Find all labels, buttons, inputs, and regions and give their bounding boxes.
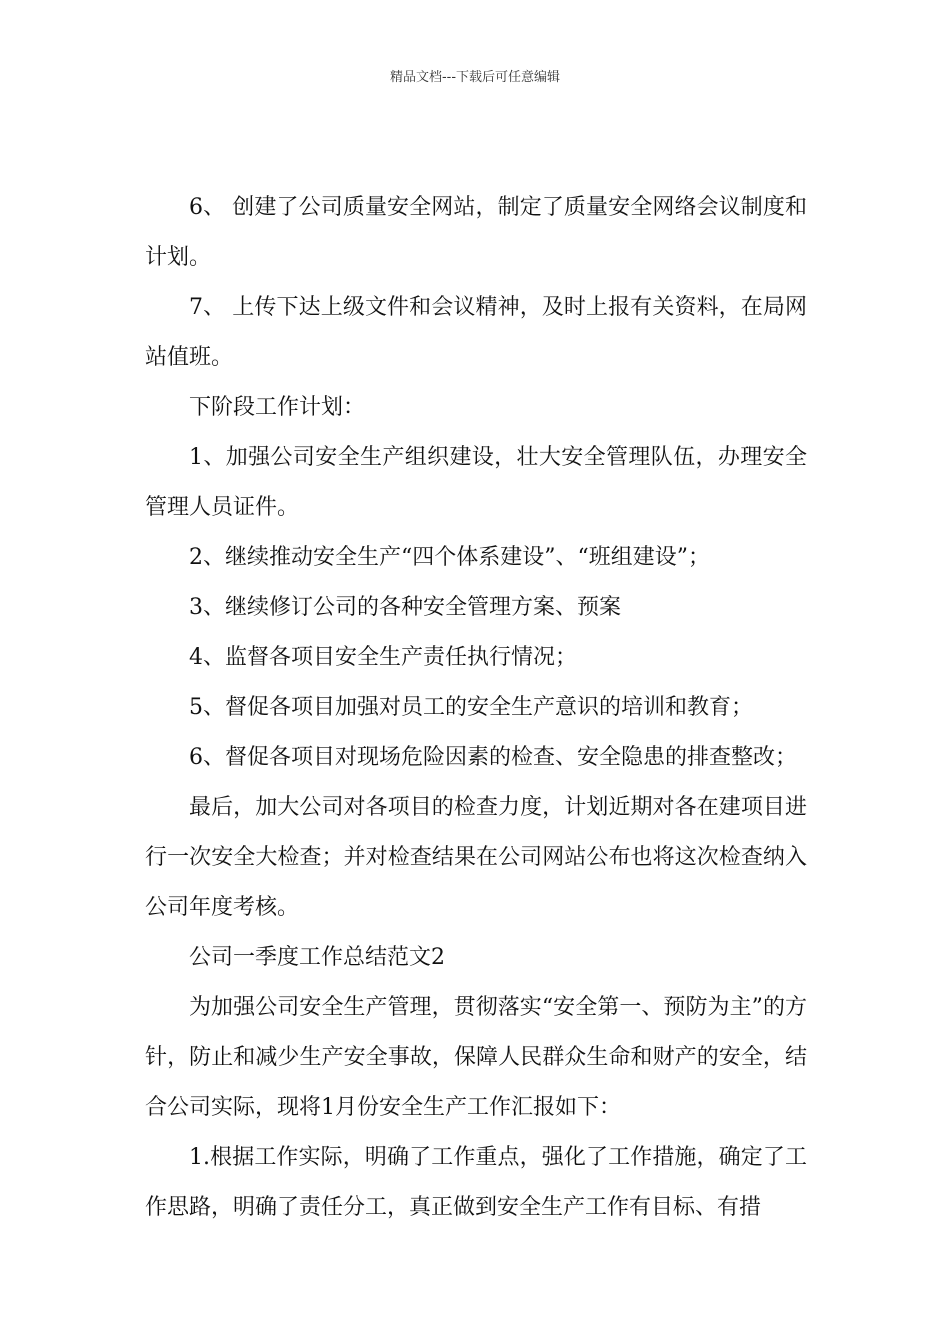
- section-heading: 公司一季度工作总结范文2: [189, 945, 445, 970]
- paragraph: 4、监督各项目安全生产责任执行情况；: [189, 645, 577, 670]
- paragraph: 7、 上传下达上级文件和会议精神，及时上报有关资料，在局网站值班。: [145, 295, 807, 370]
- document-body: [145, 183, 807, 1233]
- paragraph: 6、 创建了公司质量安全网站，制定了质量安全网络会议制度和计划。: [145, 195, 807, 270]
- paragraph: 2、继续推动安全生产“四个体系建设”、“班组建设”；: [189, 545, 710, 570]
- paragraph: 最后，加大公司对各项目的检查力度，计划近期对各在建项目进行一次安全大检查；并对检查结果在公司网站公布也将这次检查纳入公司年度考核。: [145, 795, 807, 920]
- paragraph: 5、督促各项目加强对员工的安全生产意识的培训和教育；: [189, 695, 753, 720]
- paragraph: 6、督促各项目对现场危险因素的检查、安全隐患的排查整改；: [189, 745, 797, 770]
- section-heading: 下阶段工作计划：: [189, 395, 366, 420]
- paragraph: 为加强公司安全生产管理，贯彻落实“安全第一、预防为主”的方针，防止和减少生产安全事故，保障人民群众生命和财产的安全，结合公司实际，现将1月份安全生产工作汇报如下：: [145, 995, 807, 1120]
- page-header: 精品文档---下载后可任意编辑: [389, 70, 561, 85]
- paragraph: 3、继续修订公司的各种安全管理方案、预案: [189, 595, 621, 620]
- paragraph: 1、加强公司安全生产组织建设，壮大安全管理队伍，办理安全管理人员证件。: [145, 445, 807, 520]
- paragraph: 1.根据工作实际，明确了工作重点，强化了工作措施，确定了工作思路，明确了责任分工，真正做到安全生产工作有目标、有措: [145, 1145, 807, 1220]
